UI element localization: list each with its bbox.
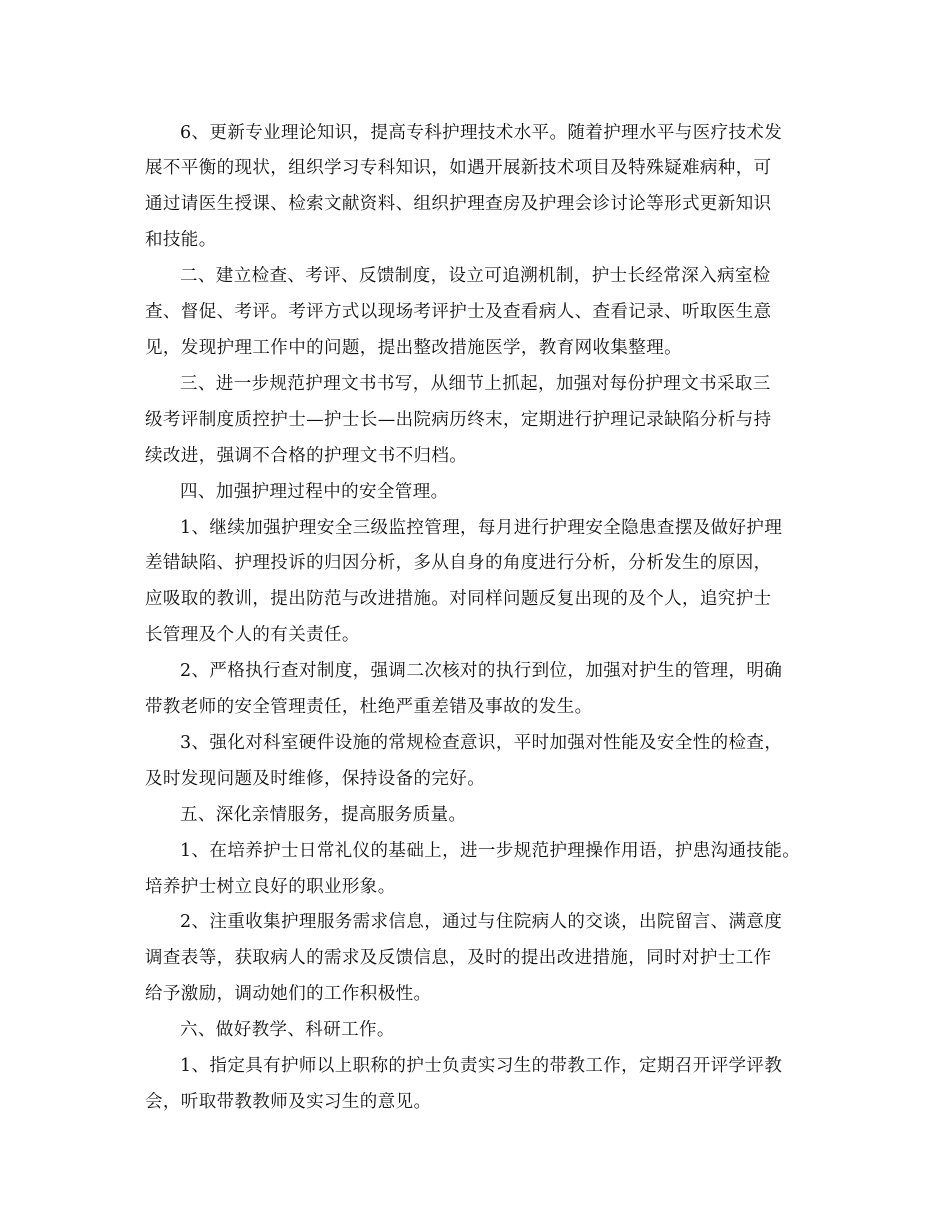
text-line: 及时发现问题及时维修，保持设备的完好。	[145, 769, 486, 789]
text-line: 2、严格执行查对制度，强调二次核对的执行到位，加强对护生的管理，明确	[180, 661, 783, 681]
text-line: 应吸取的教训，提出防范与改进措施。对同样问题反复出现的及个人，追究护士	[145, 589, 772, 609]
section-heading: 五、深化亲情服务，提高服务质量。	[180, 805, 467, 825]
text-line: 三、进一步规范护理文书书写，从细节上抓起，加强对每份护理文书采取三	[180, 374, 771, 394]
text-line: 带教老师的安全管理责任，杜绝严重差错及事故的发生。	[145, 697, 593, 717]
text-line: 1、在培养护士日常礼仪的基础上，进一步规范护理操作用语，护患沟通技能。	[180, 841, 801, 861]
section-heading: 六、做好教学、科研工作。	[180, 1020, 395, 1040]
text-line: 差错缺陷、护理投诉的归因分析，多从自身的角度进行分析，分析发生的原因，	[145, 553, 772, 573]
text-line: 培养护士树立良好的职业形象。	[145, 877, 396, 897]
text-line: 续改进，强调不合格的护理文书不归档。	[145, 446, 468, 466]
text-line: 2、注重收集护理服务需求信息，通过与住院病人的交谈，出院留言、满意度	[180, 912, 783, 932]
text-line: 见，发现护理工作中的问题，提出整改措施医学，教育网收集整理。	[145, 338, 682, 358]
text-line: 和技能。	[145, 230, 217, 250]
text-line: 3、强化对科室硬件设施的常规检查意识，平时加强对性能及安全性的检查，	[180, 733, 783, 753]
text-line: 级考评制度质控护士—护士长—出院病历终末，定期进行护理记录缺陷分析与持	[145, 410, 772, 430]
text-line: 给予激励，调动她们的工作积极性。	[145, 984, 432, 1004]
text-line: 1、指定具有护师以上职称的护士负责实习生的带教工作，定期召开评学评教	[180, 1056, 783, 1076]
text-line: 1、继续加强护理安全三级监控管理，每月进行护理安全隐患查摆及做好护理	[180, 518, 783, 538]
text-line: 6、更新专业理论知识，提高专科护理技术水平。随着护理水平与医疗技术发	[180, 123, 783, 143]
text-line: 调查表等，获取病人的需求及反馈信息，及时的提出改进措施，同时对护士工作	[145, 948, 772, 968]
text-line: 二、建立检查、考评、反馈制度，设立可追溯机制，护士长经常深入病室检	[180, 266, 771, 286]
text-line: 长管理及个人的有关责任。	[145, 625, 360, 645]
text-line: 展不平衡的现状，组织学习专科知识，如遇开展新技术项目及特殊疑难病种，可	[145, 158, 772, 178]
section-heading: 四、加强护理过程中的安全管理。	[180, 482, 449, 502]
text-line: 查、督促、考评。考评方式以现场考评护士及查看病人、查看记录、听取医生意	[145, 302, 772, 322]
text-line: 会，听取带教教师及实习生的意见。	[145, 1092, 432, 1112]
text-line: 通过请医生授课、检索文献资料、组织护理查房及护理会诊讨论等形式更新知识	[145, 194, 772, 214]
